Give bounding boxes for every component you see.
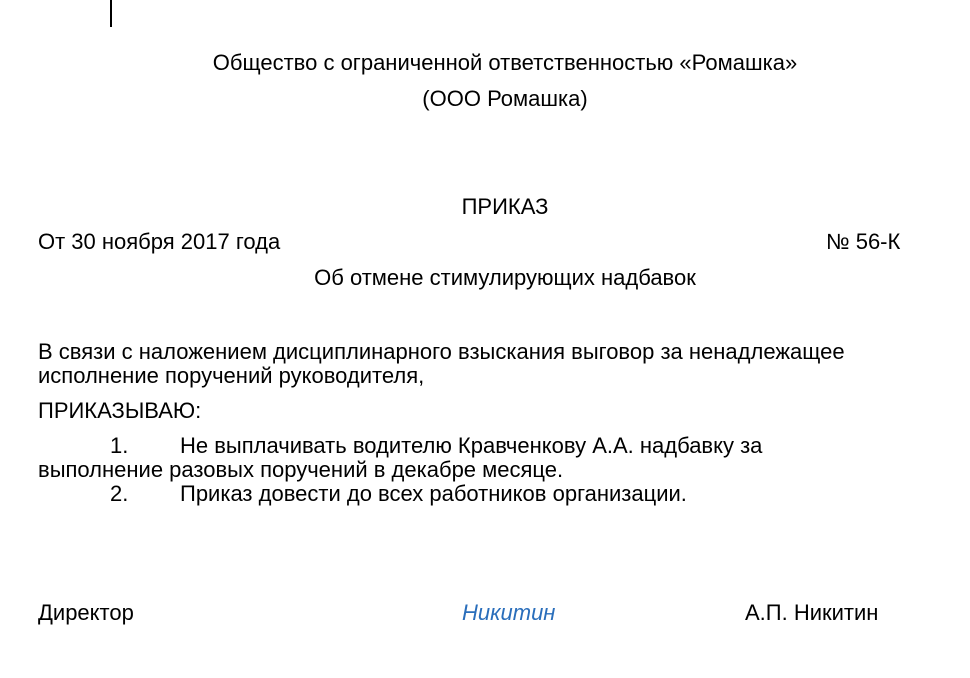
handwritten-signature: Никитин xyxy=(462,600,556,625)
organization-full-name: Общество с ограниченной ответственностью «Ромашка» xyxy=(212,50,798,75)
list-item-text: Приказ довести до всех работников организации. xyxy=(180,481,687,506)
list-item-text: Не выплачивать водителю Кравченкову А.А. надбавку за xyxy=(180,433,763,458)
text-cursor xyxy=(110,0,112,27)
preamble-line-2: исполнение поручений руководителя, xyxy=(38,363,425,388)
preamble-line-1: В связи с наложением дисциплинарного взыскания выговор за ненадлежащее xyxy=(38,339,845,364)
order-word: ПРИКАЗЫВАЮ: xyxy=(38,398,202,423)
order-subject: Об отмене стимулирующих надбавок xyxy=(314,265,696,290)
document-type-heading: ПРИКАЗ xyxy=(461,194,549,219)
list-item-text-continuation: выполнение разовых поручений в декабре месяце. xyxy=(38,457,564,482)
list-item-number: 2. xyxy=(110,481,129,506)
order-number: № 56-К xyxy=(826,229,901,254)
signer-role: Директор xyxy=(38,600,134,625)
list-item-number: 1. xyxy=(110,433,129,458)
organization-short-name: (ООО Ромашка) xyxy=(422,86,588,111)
signer-full-name: А.П. Никитин xyxy=(745,600,879,625)
order-date: От 30 ноября 2017 года xyxy=(38,229,281,254)
